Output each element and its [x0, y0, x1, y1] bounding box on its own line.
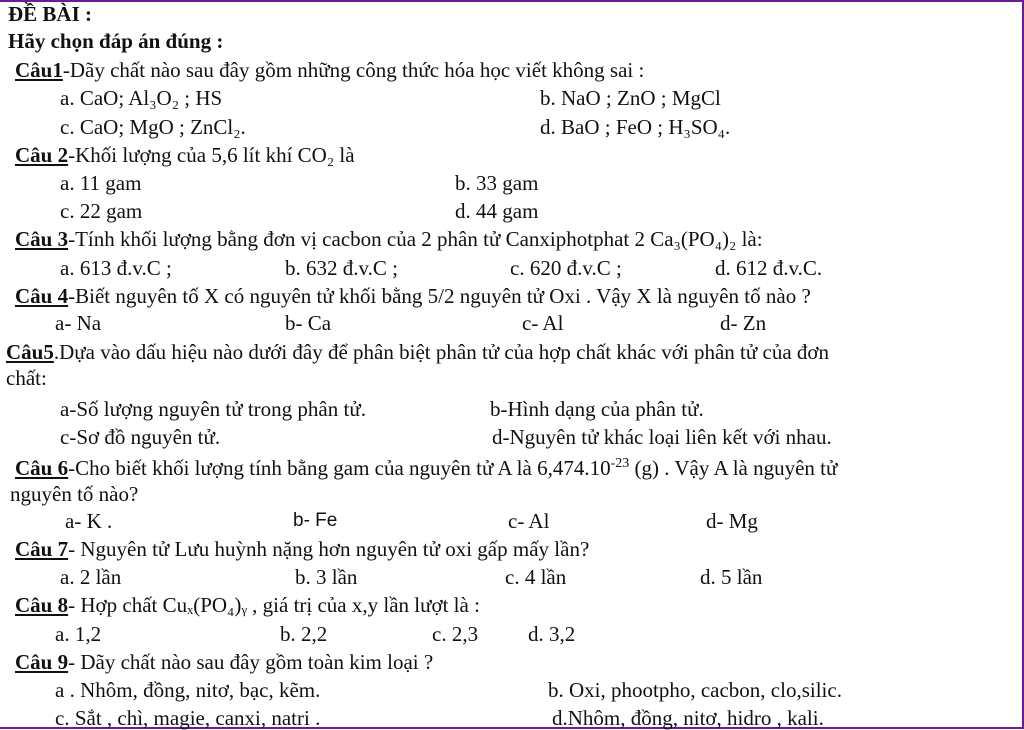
question-3-text: -Tính khối lượng bằng đơn vị cacbon của 2 phân tử Canxiphotphat 2 Ca₃(PO₄)₂ là: — [68, 227, 763, 251]
question-1-text: -Dãy chất nào sau đây gồm những công thức hóa học viết không sai : — [62, 58, 645, 82]
q6-option-b: b- Fe — [293, 510, 338, 531]
q6-option-a: a- K . — [65, 509, 113, 533]
q1-option-c: c. CaO; MgO ; ZnCl₂. — [60, 115, 246, 139]
question-2-label: Câu 2 — [15, 143, 69, 167]
q3-option-c: c. 620 đ.v.C ; — [510, 256, 622, 280]
q9-option-c: c. Sắt , chì, magie, canxi, natri . — [55, 706, 321, 730]
question-1-label: Câu1 — [15, 58, 63, 82]
q3-option-d: d. 612 đ.v.C. — [715, 256, 823, 280]
question-5 — [6, 340, 829, 364]
q9-option-d: d.Nhôm, đồng, nitơ, hidro , kali. — [552, 706, 824, 730]
question-4 — [15, 284, 811, 308]
question-9-text: - Dãy chất nào sau đây gồm toàn kim loại ? — [68, 650, 434, 674]
question-4-label: Câu 4 — [15, 284, 69, 308]
q2-option-a: a. 11 gam — [60, 171, 142, 195]
question-6-label: Câu 6 — [15, 456, 69, 480]
q8-option-b: b. 2,2 — [280, 622, 328, 646]
exam-title: ĐỀ BÀI : — [8, 2, 93, 26]
question-9-label: Câu 9 — [15, 650, 69, 674]
q5-option-a: a-Số lượng nguyên tử trong phân tử. — [60, 397, 366, 421]
question-7-text: - Nguyên tử Lưu huỳnh nặng hơn nguyên tử oxi gấp mấy lần? — [68, 537, 590, 561]
question-7-label: Câu 7 — [15, 537, 69, 561]
q5-option-b: b-Hình dạng của phân tử. — [490, 397, 704, 421]
q6-option-d: d- Mg — [706, 509, 758, 533]
q5-option-c: c-Sơ đồ nguyên tử. — [60, 425, 221, 449]
question-6-text-cont: nguyên tố nào? — [10, 482, 139, 506]
q4-option-d: d- Zn — [720, 311, 767, 335]
q4-option-b: b- Ca — [285, 311, 332, 335]
question-4-text: -Biết nguyên tố X có nguyên tử khối bằng 5/2 nguyên tử Oxi . Vậy X là nguyên tố nào ? — [68, 284, 811, 308]
q9-option-a: a . Nhôm, đồng, nitơ, bạc, kẽm. — [55, 678, 321, 702]
question-5-text: .Dựa vào dấu hiệu nào dưới đây để phân biệt phân tử của hợp chất khác với phân tử của đơn — [53, 340, 829, 364]
question-7 — [15, 537, 589, 561]
instruction: Hãy chọn đáp án đúng : — [8, 29, 224, 53]
question-8 — [15, 593, 480, 617]
q3-option-a: a. 613 đ.v.C ; — [60, 256, 172, 280]
q8-option-d: d. 3,2 — [528, 622, 576, 646]
question-5-text-cont: chất: — [6, 366, 47, 390]
q3-option-b: b. 632 đ.v.C ; — [285, 256, 398, 280]
question-6 — [15, 452, 837, 480]
question-1 — [15, 58, 644, 82]
question-6-tail: (g) . Vậy A là nguyên tử — [629, 456, 838, 480]
q5-option-d: d-Nguyên tử khác loại liên kết với nhau. — [492, 425, 832, 449]
q1-option-a: a. CaO; Al₃O₂ ; HS — [60, 86, 223, 110]
atomic-mass-value: 6,474.10 — [537, 456, 611, 480]
q8-option-a: a. 1,2 — [55, 622, 102, 646]
q2-option-c: c. 22 gam — [60, 199, 143, 223]
q6-option-c: c- Al — [508, 509, 550, 533]
question-2-text: -Khối lượng của 5,6 lít khí CO₂ là — [68, 143, 355, 167]
q1-option-d: d. BaO ; FeO ; H₃SO₄. — [540, 115, 731, 139]
q7-option-a: a. 2 lần — [60, 565, 122, 589]
q2-option-d: d. 44 gam — [455, 199, 539, 223]
q9-option-b: b. Oxi, phootpho, cacbon, clo,silic. — [548, 678, 842, 702]
q7-option-b: b. 3 lần — [295, 565, 358, 589]
question-2 — [15, 143, 355, 167]
question-3 — [15, 227, 763, 251]
q8-option-c: c. 2,3 — [432, 622, 479, 646]
atomic-mass-exponent: -23 — [610, 456, 630, 471]
q2-option-b: b. 33 gam — [455, 171, 539, 195]
q4-option-a: a- Na — [55, 311, 102, 335]
question-5-label: Câu5 — [6, 340, 54, 364]
q1-option-b: b. NaO ; ZnO ; MgCl — [540, 86, 721, 110]
q7-option-d: d. 5 lần — [700, 565, 763, 589]
question-8-label: Câu 8 — [15, 593, 69, 617]
question-6-text: -Cho biết khối lượng tính bằng gam của nguyên tử A là — [68, 456, 538, 480]
q4-option-c: c- Al — [522, 311, 564, 335]
question-3-label: Câu 3 — [15, 227, 69, 251]
question-8-text: - Hợp chất Cuₓ(PO₄)ᵧ , giá trị của x,y lần lượt là : — [68, 593, 480, 617]
question-9 — [15, 650, 433, 674]
q7-option-c: c. 4 lần — [505, 565, 567, 589]
